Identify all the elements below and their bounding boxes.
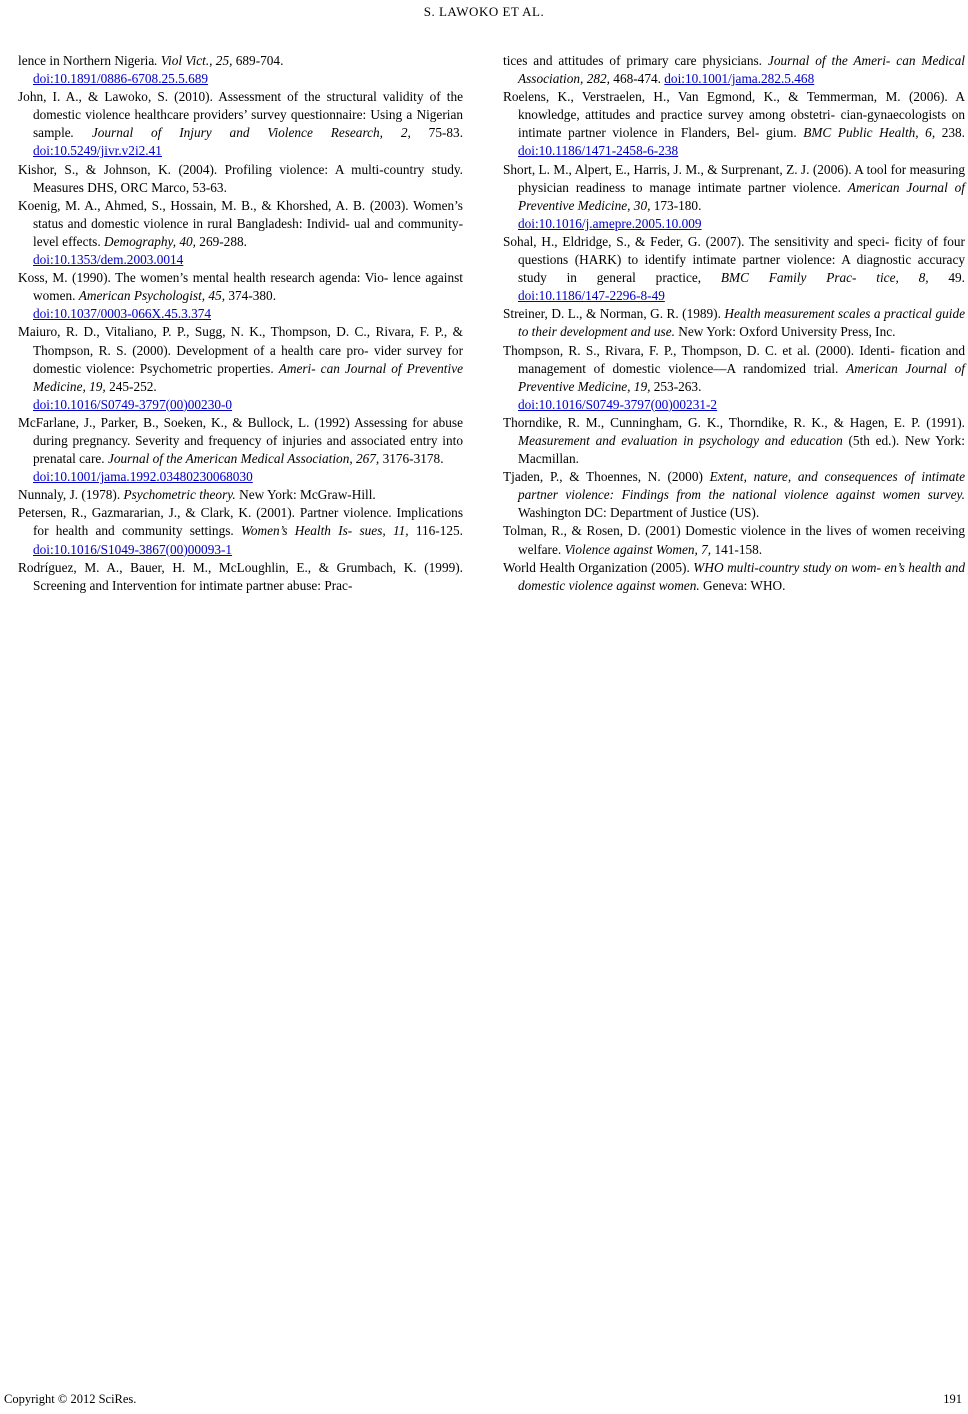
reference-entry bbox=[503, 342, 965, 414]
reference-journal: Health measurement scales a practical guide to their development and use. bbox=[518, 306, 965, 340]
reference-journal: American Psychologist, 45, bbox=[78, 288, 226, 304]
reference-text: Maiuro, R. D., Vitaliano, P. P., Sugg, N. K., Thompson, D. C., Rivara, F. P., & Thompson, R. S. (2000). Development of a health care pro- vider survey for domestic violence: Psychometric properties. bbox=[18, 324, 463, 376]
reference-text: tices and attitudes of primary care physicians. bbox=[503, 53, 768, 68]
reference-entry bbox=[503, 522, 965, 558]
reference-entry bbox=[18, 504, 463, 558]
reference-journal: Ameri- can Journal of Preventive Medicine, 19, bbox=[33, 360, 463, 394]
reference-text: Kishor, S., & Johnson, K. (2004). Profiling violence: A multi-country study. Measures DHS, ORC Marco, 53-63. bbox=[18, 161, 463, 195]
page-number: 191 bbox=[943, 1392, 962, 1406]
doi-link[interactable]: doi:10.1891/0886-6708.25.5.689 bbox=[33, 71, 209, 87]
reference-pages: 689-704. bbox=[232, 53, 284, 68]
reference-journal: Journal of the Ameri- can Medical Association, 282, bbox=[518, 53, 965, 87]
reference-pages: 141-158. bbox=[711, 541, 763, 557]
reference-text: Tolman, R., & Rosen, D. (2001) Domestic violence in the lives of women receiving welfare. bbox=[503, 523, 965, 557]
references-column-right bbox=[503, 52, 965, 595]
reference-text: Thorndike, R. M., Cunningham, G. K., Thorndike, R. K., & Hagen, E. P. (1991). bbox=[503, 414, 965, 430]
reference-journal: Extent, nature, and consequences of intimate partner violence: Findings from the national violence against women survey. bbox=[518, 469, 965, 503]
reference-text: Koenig, M. A., Ahmed, S., Hossain, M. B., & Khorshed, A. B. (2003). Women’s status and domestic violence in rural Bangladesh: Individ- ual and community-level effects. bbox=[18, 197, 463, 249]
doi-link[interactable]: doi:10.1001/jama.282.5.468 bbox=[664, 71, 815, 87]
reference-entry bbox=[503, 468, 965, 522]
reference-text: Thompson, R. S., Rivara, F. P., Thompson, D. C. et al. (2000). Identi- fication and management of domestic violence—A randomized trial. bbox=[503, 342, 965, 376]
reference-entry bbox=[503, 52, 965, 88]
reference-text: Rodríguez, M. A., Bauer, H. M., McLoughlin, E., & Grumbach, K. (1999). Screening and Intervention for intimate partner abuse: Prac- bbox=[18, 559, 463, 593]
reference-pages: 269-288. bbox=[195, 233, 247, 249]
reference-text: World Health Organization (2005). bbox=[503, 559, 694, 575]
reference-pages: (5th ed.). New York: Macmillan. bbox=[518, 432, 965, 467]
reference-pages: 75-83. bbox=[410, 125, 464, 141]
reference-text: Koss, M. (1990). The women’s mental health research agenda: Vio- lence against women. bbox=[18, 270, 463, 304]
reference-entry bbox=[503, 559, 965, 595]
reference-journal: BMC Family Prac- tice, 8, bbox=[720, 270, 929, 286]
reference-entry bbox=[503, 161, 965, 233]
reference-entry bbox=[18, 88, 463, 160]
reference-pages: 173-180. bbox=[650, 197, 702, 213]
copyright-notice: Copyright © 2012 SciRes. bbox=[4, 1392, 137, 1406]
reference-text: John, I. A., & Lawoko, S. (2010). Assessment of the structural validity of the domestic violence healthcare providers’ survey questionnaire: Using a Nigerian sample bbox=[18, 89, 463, 141]
references-column-left bbox=[18, 52, 463, 595]
reference-text: Nunnaly, J. (1978). bbox=[18, 487, 124, 503]
doi-link[interactable]: doi:10.1016/S0749-3797(00)00230-0 bbox=[33, 396, 233, 412]
reference-entry bbox=[18, 323, 463, 413]
reference-journal: Violence against Women, 7, bbox=[564, 541, 712, 557]
running-header: S. LAWOKO ET AL. bbox=[423, 4, 545, 19]
reference-entry bbox=[503, 305, 965, 341]
reference-entry bbox=[503, 88, 965, 160]
reference-journal: Psychometric theory. bbox=[123, 487, 236, 503]
reference-entry bbox=[503, 233, 965, 305]
reference-text: McFarlane, J., Parker, B., Soeken, K., & Bullock, L. (1992) Assessing for abuse during pregnancy. Severity and frequency of injuries and associated entry into prenatal care. bbox=[18, 414, 463, 467]
reference-text: Sohal, H., Eldridge, S., & Feder, G. (2007). The sensitivity and speci- ficity of four questions (HARK) to identify intimate partner violence: A diagnostic accuracy study in general practice, bbox=[503, 233, 965, 286]
reference-text: Short, L. M., Alpert, E., Harris, J. M., & Surprenant, Z. J. (2006). A tool for measuring physician readiness to manage intimate partner violence. bbox=[503, 161, 965, 195]
reference-pages: 374-380. bbox=[225, 288, 277, 304]
reference-entry bbox=[18, 486, 463, 504]
reference-journal: BMC Public Health, 6, bbox=[803, 125, 936, 141]
reference-journal: Measurement and evaluation in psychology and education bbox=[518, 432, 843, 448]
reference-pages: Washington DC: Department of Justice (US). bbox=[518, 505, 760, 521]
reference-journal: WHO multi-country study on wom- en’s health and domestic violence against women. bbox=[518, 559, 965, 593]
reference-entry bbox=[18, 52, 463, 88]
reference-journal: . Journal of Injury and Violence Research, 2, bbox=[70, 125, 411, 141]
doi-link[interactable]: doi:10.1037/0003-066X.45.3.374 bbox=[33, 306, 212, 322]
reference-pages: 238. bbox=[935, 125, 965, 141]
reference-entry bbox=[18, 269, 463, 323]
reference-pages: 245-252. bbox=[105, 378, 157, 394]
doi-link[interactable]: doi:10.1016/S1049-3867(00)00093-1 bbox=[33, 541, 233, 557]
reference-journal: Journal of the American Medical Association, 267, bbox=[107, 451, 380, 467]
reference-journal: . Viol Vict., 25, bbox=[154, 53, 233, 68]
reference-entry bbox=[503, 414, 965, 468]
reference-journal: Demography, 40, bbox=[104, 233, 196, 249]
reference-text: Roelens, K., Verstraelen, H., Van Egmond, K., & Temmerman, M. (2006). A knowledge, attitudes and practice survey among obstetri- cian-gynaecologists on intimate partner violence in Flanders, Bel- gium. bbox=[503, 89, 965, 141]
reference-journal: American Journal of Preventive Medicine, 30, bbox=[518, 179, 965, 213]
doi-link[interactable]: doi:10.1353/dem.2003.0014 bbox=[33, 252, 184, 268]
reference-journal: American Journal of Preventive Medicine, 19, bbox=[518, 360, 965, 394]
reference-text: lence in Northern Nigeria bbox=[18, 53, 155, 68]
reference-entry bbox=[18, 161, 463, 197]
doi-link[interactable]: doi:10.1186/1471-2458-6-238 bbox=[518, 143, 679, 159]
reference-text: Tjaden, P., & Thoennes, N. (2000) bbox=[503, 469, 710, 485]
reference-pages: Geneva: WHO. bbox=[699, 577, 786, 593]
reference-pages: 3176-3178. bbox=[379, 451, 444, 467]
reference-entry bbox=[18, 559, 463, 595]
reference-pages: New York: McGraw-Hill. bbox=[235, 487, 376, 503]
reference-text: Petersen, R., Gazmararian, J., & Clark, K. (2001). Partner violence. Implications for health and community settings. bbox=[18, 505, 463, 539]
reference-pages: 49. bbox=[928, 270, 965, 286]
doi-link[interactable]: doi:10.1016/j.amepre.2005.10.009 bbox=[518, 215, 702, 231]
reference-journal: Women’s Health Is- sues, 11, bbox=[240, 523, 409, 539]
reference-pages: 253-263. bbox=[650, 378, 702, 394]
reference-entry bbox=[18, 197, 463, 269]
reference-pages: 468-474. bbox=[609, 71, 665, 87]
doi-link[interactable]: doi:10.1016/S0749-3797(00)00231-2 bbox=[518, 396, 718, 412]
reference-text: Streiner, D. L., & Norman, G. R. (1989). bbox=[503, 306, 725, 322]
doi-link[interactable]: doi:10.1001/jama.1992.03480230068030 bbox=[33, 469, 253, 485]
reference-pages: New York: Oxford University Press, Inc. bbox=[674, 324, 896, 340]
doi-link[interactable]: doi:10.5249/jivr.v2i2.41 bbox=[33, 143, 162, 159]
doi-link[interactable]: doi:10.1186/147-2296-8-49 bbox=[518, 288, 665, 304]
reference-pages: 116-125. bbox=[408, 523, 463, 539]
reference-entry bbox=[18, 414, 463, 486]
